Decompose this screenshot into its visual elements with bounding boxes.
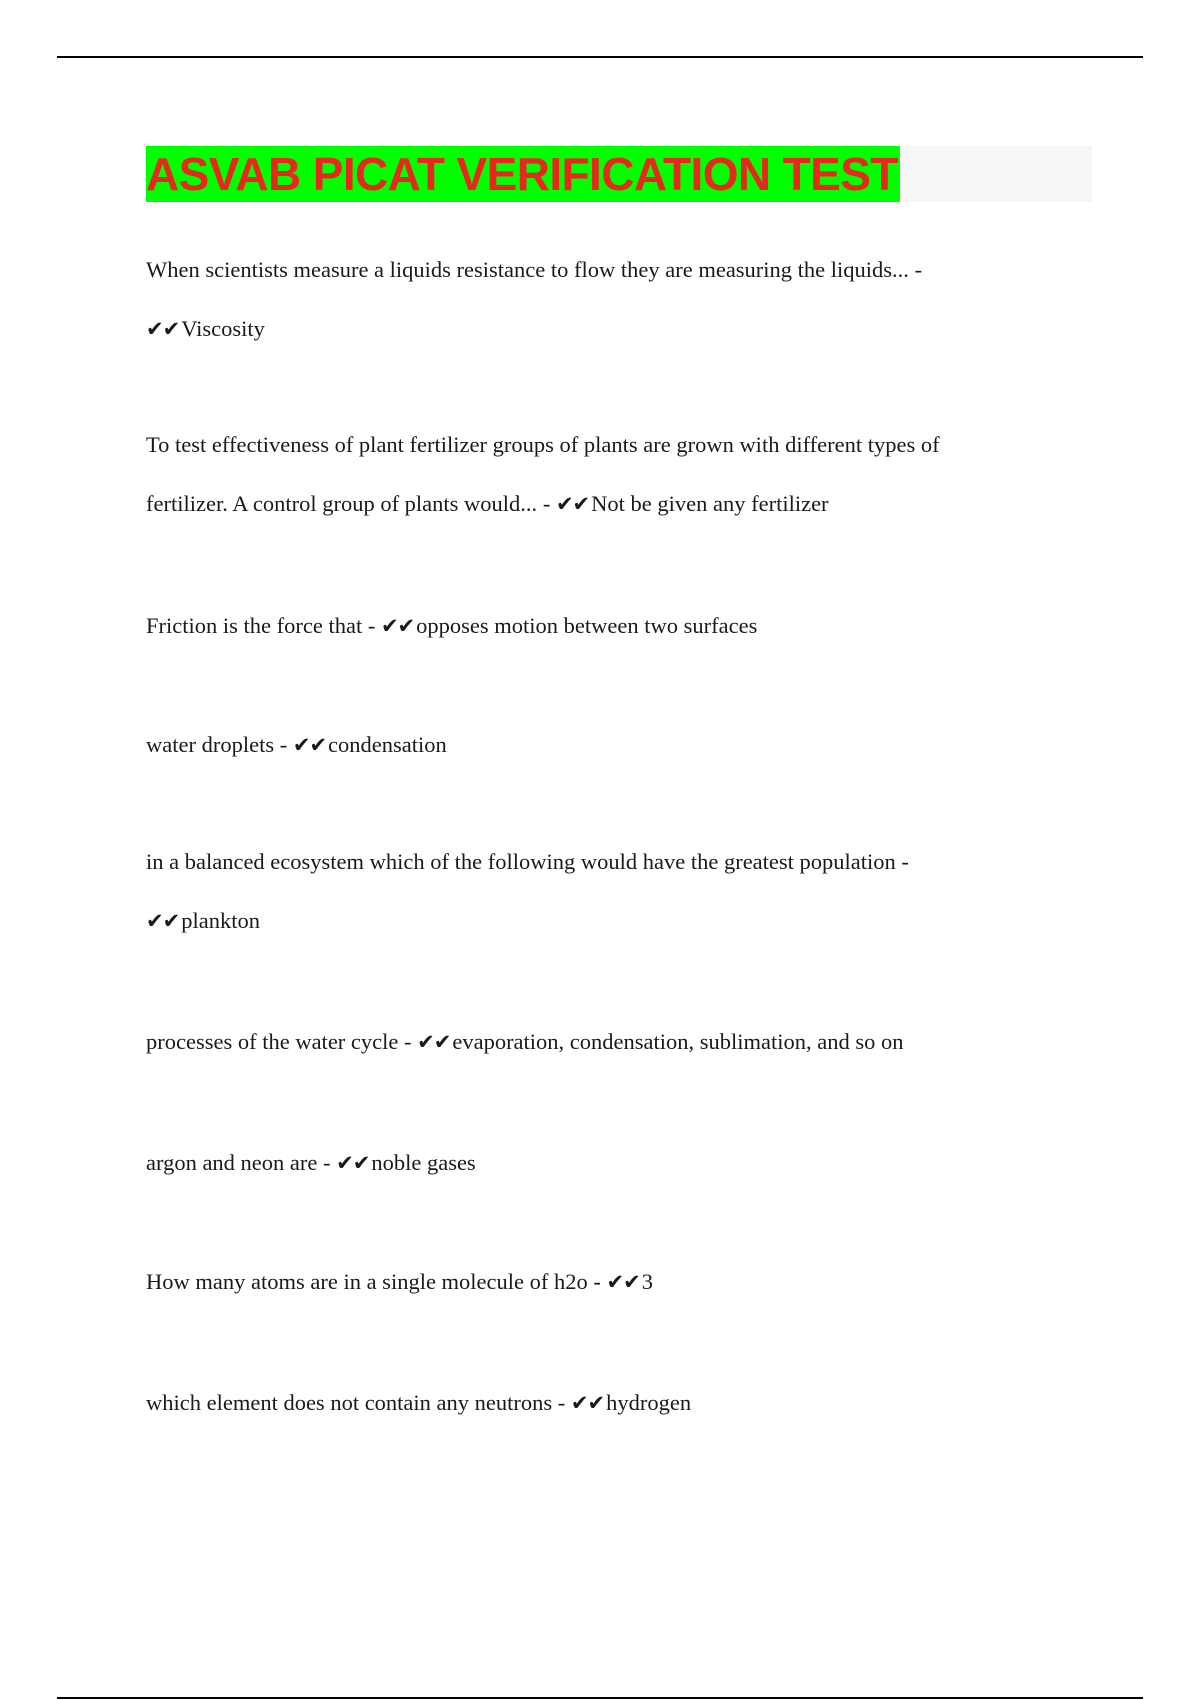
- bottom-rule: [57, 1697, 1143, 1699]
- check-icon: ✔✔: [417, 1030, 451, 1054]
- answer-text: hydrogen: [606, 1390, 692, 1415]
- question-text: How many atoms are in a single molecule of h2o: [146, 1269, 588, 1294]
- qa-item: When scientists measure a liquids resistance to flow they are measuring the liquids... - ✔✔Viscosity: [146, 257, 923, 341]
- qa-item: Friction is the force that - ✔✔opposes motion between two surfaces: [146, 613, 758, 638]
- qa-item: processes of the water cycle - ✔✔evaporation, condensation, sublimation, and so on: [146, 1029, 904, 1054]
- question-text: processes of the water cycle: [146, 1029, 399, 1054]
- question-text: which element does not contain any neutrons: [146, 1390, 553, 1415]
- check-icon: ✔✔: [146, 908, 180, 933]
- qa-item: To test effectiveness of plant fertilizer groups of plants are grown with different types of fertilizer. A control group of plants would... - ✔✔Not be given any fertilizer: [146, 432, 940, 516]
- qa-item: which element does not contain any neutrons - ✔✔hydrogen: [146, 1390, 692, 1415]
- question-text: Friction is the force that: [146, 613, 363, 638]
- check-icon: ✔✔: [555, 491, 590, 516]
- question-text: water droplets: [146, 732, 275, 757]
- qa-item: How many atoms are in a single molecule of h2o - ✔✔3: [146, 1269, 653, 1294]
- answer-text: condensation: [328, 732, 447, 757]
- answer-text: noble gases: [371, 1150, 476, 1175]
- answer-text: evaporation, condensation, sublimation, and so on: [452, 1029, 904, 1054]
- check-icon: ✔✔: [336, 1151, 370, 1175]
- qa-item: argon and neon are - ✔✔noble gases: [146, 1150, 476, 1175]
- qa-item: in a balanced ecosystem which of the following would have the greatest population - ✔✔plankton: [146, 849, 909, 933]
- check-icon: ✔✔: [606, 1270, 640, 1294]
- document-title: ASVAB PICAT VERIFICATION TEST: [146, 148, 898, 200]
- check-icon: ✔✔: [570, 1391, 605, 1415]
- question-text: in a balanced ecosystem which of the following would have the greatest population: [146, 849, 896, 874]
- answer-text: opposes motion between two surfaces: [416, 613, 758, 638]
- answer-text: plankton: [181, 907, 260, 933]
- check-icon: ✔✔: [292, 733, 327, 757]
- question-text: When scientists measure a liquids resistance to flow they are measuring the liquids...: [146, 257, 909, 282]
- check-icon: ✔✔: [380, 614, 415, 638]
- question-text: argon and neon are: [146, 1150, 318, 1175]
- qa-item: water droplets - ✔✔condensation: [146, 732, 447, 757]
- answer-text: 3: [641, 1269, 653, 1294]
- answer-text: Viscosity: [181, 315, 265, 341]
- top-rule: [57, 56, 1143, 58]
- check-icon: ✔✔: [146, 316, 180, 341]
- question-text: To test effectiveness of plant fertilizer groups of plants are grown with different types of fertilizer. A control group of plants would...: [146, 432, 940, 516]
- answer-text: Not be given any fertilizer: [591, 490, 829, 516]
